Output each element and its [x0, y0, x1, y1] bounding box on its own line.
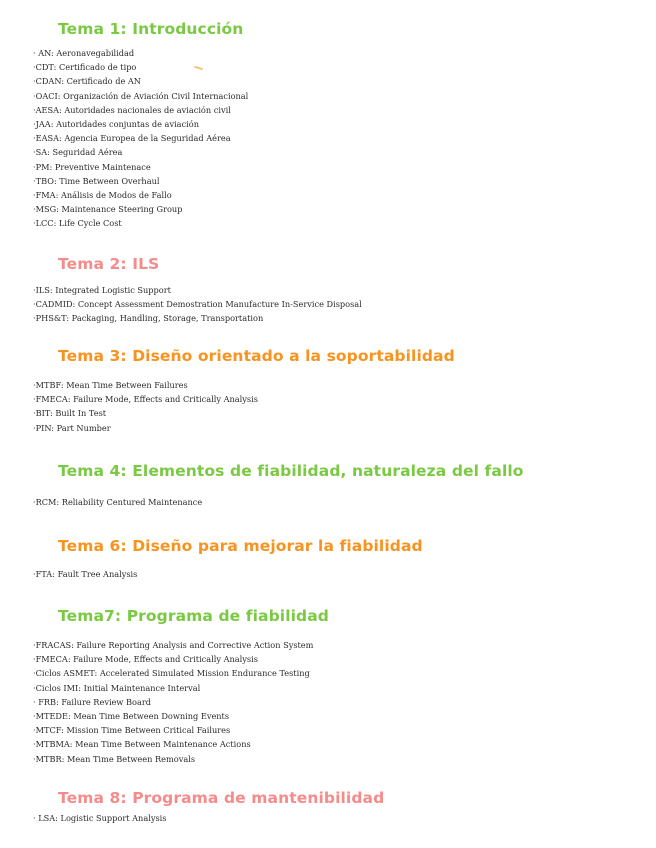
section-title: Tema 6: Diseño para mejorar la fiabilidad	[58, 537, 423, 555]
acronym-list	[33, 567, 137, 581]
list-item: ·FMECA: Failure Mode, Effects and Critically Analysis	[33, 654, 258, 665]
section-title: Tema 1: Introducción	[58, 20, 244, 38]
list-item: ·MSG: Maintenance Steering Group	[33, 204, 183, 215]
list-item: ·Ciclos IMI: Initial Maintenance Interval	[33, 682, 201, 693]
list-item: ·FMA: Análisis de Modos de Fallo	[33, 190, 172, 201]
section-title: Tema7: Programa de fiabilidad	[58, 607, 329, 625]
list-item: ·FMECA: Failure Mode, Effects and Critically Analysis	[33, 394, 258, 405]
list-item: ·BIT: Built In Test	[33, 408, 107, 419]
acronym-list	[33, 46, 248, 231]
list-item: ·MTBR: Mean Time Between Removals	[33, 753, 196, 764]
acronym-list	[33, 638, 313, 766]
list-item: ·MTCF: Mission Time Between Critical Failures	[33, 725, 231, 736]
list-item: ·PHS&T: Packaging, Handling, Storage, Transportation	[33, 313, 264, 324]
section-title: Tema 8: Programa de mantenibilidad	[58, 789, 385, 807]
list-item: ·CDAN: Certificado de AN	[33, 76, 141, 87]
list-item: ·CDT: Certificado de tipo	[33, 62, 137, 73]
list-item: ·FRACAS: Failure Reporting Analysis and Corrective Action System	[33, 640, 314, 650]
list-item: · AN: Aeronavegabilidad	[33, 48, 135, 58]
list-item: ·PIN: Part Number	[33, 422, 111, 433]
acronym-list	[33, 378, 258, 435]
list-item: ·ILS: Integrated Logistic Support	[33, 285, 171, 295]
section-title: Tema 2: ILS	[58, 255, 160, 273]
section-title: Tema 3: Diseño orientado a la soportabilidad	[58, 347, 455, 365]
section-title: Tema 4: Elementos de fiabilidad, naturaleza del fallo	[58, 462, 524, 480]
list-item: ·OACI: Organización de Aviación Civil Internacional	[33, 90, 249, 101]
list-item: ·JAA: Autoridades conjuntas de aviación	[33, 119, 199, 130]
list-item: ·PM: Preventive Maintenace	[33, 161, 151, 172]
list-item: ·MTEDE: Mean Time Between Downing Events	[33, 711, 230, 722]
list-item: ·RCM: Reliability Centured Maintenance	[33, 497, 203, 507]
list-item: ·FTA: Fault Tree Analysis	[33, 569, 138, 579]
list-item: ·AESA: Autoridades nacionales de aviación civil	[33, 104, 231, 115]
list-item: ·MTBMA: Mean Time Between Maintenance Actions	[33, 739, 251, 750]
list-item: ·TBO: Time Between Overhaul	[33, 175, 160, 186]
acronym-list	[33, 283, 362, 326]
list-item: ·MTBF: Mean Time Between Failures	[33, 380, 188, 390]
list-item: · FRB: Failure Review Board	[33, 696, 151, 707]
list-item: ·CADMID: Concept Assessment Demostration Manufacture In-Service Disposal	[33, 299, 362, 310]
list-item: ·LCC: Life Cycle Cost	[33, 218, 122, 229]
list-item: ·EASA: Agencia Europea de la Seguridad Aérea	[33, 133, 231, 144]
list-item: · LSA: Logistic Support Analysis	[33, 813, 167, 823]
acronym-list	[33, 811, 166, 825]
list-item: ·Ciclos ASMET: Accelerated Simulated Mission Endurance Testing	[33, 668, 310, 679]
acronym-list	[33, 495, 202, 509]
list-item: ·SA: Seguridad Aérea	[33, 147, 123, 158]
